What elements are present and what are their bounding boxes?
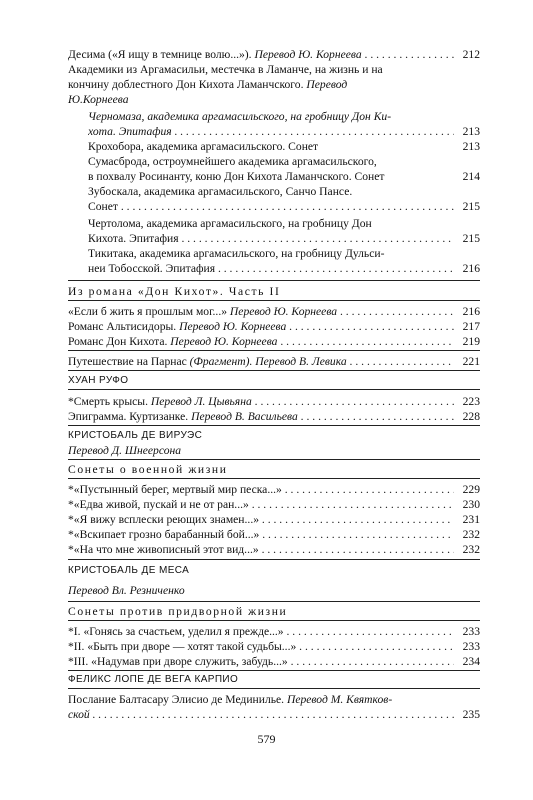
- page-ref: 213: [462, 125, 480, 138]
- toc-entry: *I. «Гонясь за счастьем, уделил я прежде...» . . . 233: [68, 624, 480, 639]
- page-ref: 229: [462, 483, 480, 496]
- author-name: ФЕЛИКС ЛОПЕ ДЕ ВЕГА КАРПИО: [68, 674, 239, 685]
- page-ref: 213: [462, 140, 480, 153]
- toc-entry: Зубоскала, академика аргамасильского, Санчо Пансе.: [88, 185, 353, 198]
- toc-entry: Кихота. Эпитафия . . . 215: [88, 231, 480, 246]
- section-heading: Сонеты против придворной жизни: [68, 605, 288, 618]
- page-ref: 216: [462, 262, 480, 275]
- toc-entry: Сонет . . . 215: [88, 199, 480, 214]
- divider: [68, 280, 480, 281]
- toc-entry: Ю.Корнеева: [68, 93, 129, 106]
- page-ref: 215: [462, 200, 480, 213]
- toc-entry: Путешествие на Парнас (Фрагмент). Перевод В. Левика . . . 221: [68, 354, 480, 369]
- toc-entry: Крохобора, академика аргамасильского. Сонет 213: [88, 140, 480, 153]
- author-name: КРИСТОБАЛЬ ДЕ ВИРУЭС: [68, 430, 203, 441]
- divider: [68, 559, 480, 560]
- divider: [68, 601, 480, 602]
- page-ref: 231: [462, 513, 480, 526]
- toc-entry: Эпиграмма. Куртизанке. Перевод В. Васильева . . . 228: [68, 409, 480, 424]
- section-heading: Из романа «Дон Кихот». Часть II: [68, 285, 281, 298]
- divider: [68, 670, 480, 671]
- toc-entry: Чертолома, академика аргамасильского, на гробницу Дон: [88, 217, 372, 230]
- divider: [68, 459, 480, 460]
- toc-entry: хота. Эпитафия . . . 213: [88, 124, 480, 139]
- page-ref: 232: [462, 543, 480, 556]
- toc-entry: в похвалу Росинанту, коню Дон Кихота Ламанчского. Сонет 214: [88, 170, 480, 183]
- toc-entry: *III. «Надумав при дворе служить, забудь...» . . . 234: [68, 654, 480, 669]
- divider: [68, 389, 480, 390]
- section-heading: Сонеты о военной жизни: [68, 463, 228, 476]
- author-name: ХУАН РУФО: [68, 375, 129, 386]
- toc-entry: Сумасброда, остроумнейшего академика аргамасильского,: [88, 155, 377, 168]
- page-ref: 228: [462, 410, 480, 423]
- translator: Перевод Вл. Резниченко: [68, 584, 185, 597]
- toc-entry: *«Пустынный берег, мертвый мир песка...» . . . 229: [68, 482, 480, 497]
- page-number: 579: [257, 732, 276, 746]
- divider: [68, 620, 480, 621]
- toc-entry: Романс Альтисидоры. Перевод Ю. Корнеева . . . 217: [68, 319, 480, 334]
- toc-entry: *II. «Быть при дворе — хотят такой судьбы...» . . . 233: [68, 639, 480, 654]
- toc-entry: Академики из Аргамасильи, местечка в Ламанче, на жизнь и на: [68, 63, 383, 76]
- divider: [68, 478, 480, 479]
- toc-entry: *«Едва живой, пускай и не от ран...» . . . 230: [68, 497, 480, 512]
- page-ref: 234: [462, 655, 480, 668]
- divider: [68, 350, 480, 351]
- page-ref: 232: [462, 528, 480, 541]
- toc-entry: *«Я вижу всплески реющих знамен...» . . . 231: [68, 512, 480, 527]
- page-ref: 221: [462, 355, 480, 368]
- toc-entry: Послание Балтасару Элисио де Мединилье. Перевод М. Квятков-: [68, 693, 393, 706]
- toc-entry: *«Вскипает грозно барабанный бой...» . . . 232: [68, 527, 480, 542]
- page-ref: 216: [462, 305, 480, 318]
- divider: [68, 688, 480, 689]
- divider: [68, 370, 480, 371]
- toc-entry: кончину доблестного Дон Кихота Ламанчского. Перевод: [68, 78, 348, 91]
- author-name: КРИСТОБАЛЬ ДЕ МЕСА: [68, 565, 190, 576]
- page-ref: 223: [462, 395, 480, 408]
- page-ref: 235: [462, 708, 480, 721]
- page-ref: 230: [462, 498, 480, 511]
- page-ref: 217: [462, 320, 480, 333]
- toc-entry: *«На что мне живописный этот вид...» . . . 232: [68, 542, 480, 557]
- page-ref: 212: [462, 48, 480, 61]
- translator: Перевод Д. Шнеерсона: [68, 444, 182, 457]
- toc-entry: Черномаза, академика аргамасильского, на гробницу Дон Ки-: [88, 110, 392, 123]
- toc-entry: Тикитака, академика аргамасильского, на гробницу Дульси-: [88, 247, 385, 260]
- toc-entry: Романс Дон Кихота. Перевод Ю. Корнеева . . . 219: [68, 334, 480, 349]
- divider: [68, 425, 480, 426]
- toc-entry: ской . . . 235: [68, 707, 480, 722]
- page-ref: 215: [462, 232, 480, 245]
- toc-entry: неи Тобосской. Эпитафия . . . 216: [88, 261, 480, 276]
- divider: [68, 300, 480, 301]
- page-ref: 233: [462, 625, 480, 638]
- toc-entry: Десима («Я ищу в темнице волю...»). Перевод Ю. Корнеева . . . 212: [68, 47, 480, 62]
- toc-entry: «Если б жить я прошлым мог...» Перевод Ю. Корнеева . . . 216: [68, 304, 480, 319]
- toc-entry: *Смерть крысы. Перевод Л. Цывьяна . . . 223: [68, 394, 480, 409]
- page-ref: 214: [462, 170, 480, 183]
- page-ref: 219: [462, 335, 480, 348]
- page-ref: 233: [462, 640, 480, 653]
